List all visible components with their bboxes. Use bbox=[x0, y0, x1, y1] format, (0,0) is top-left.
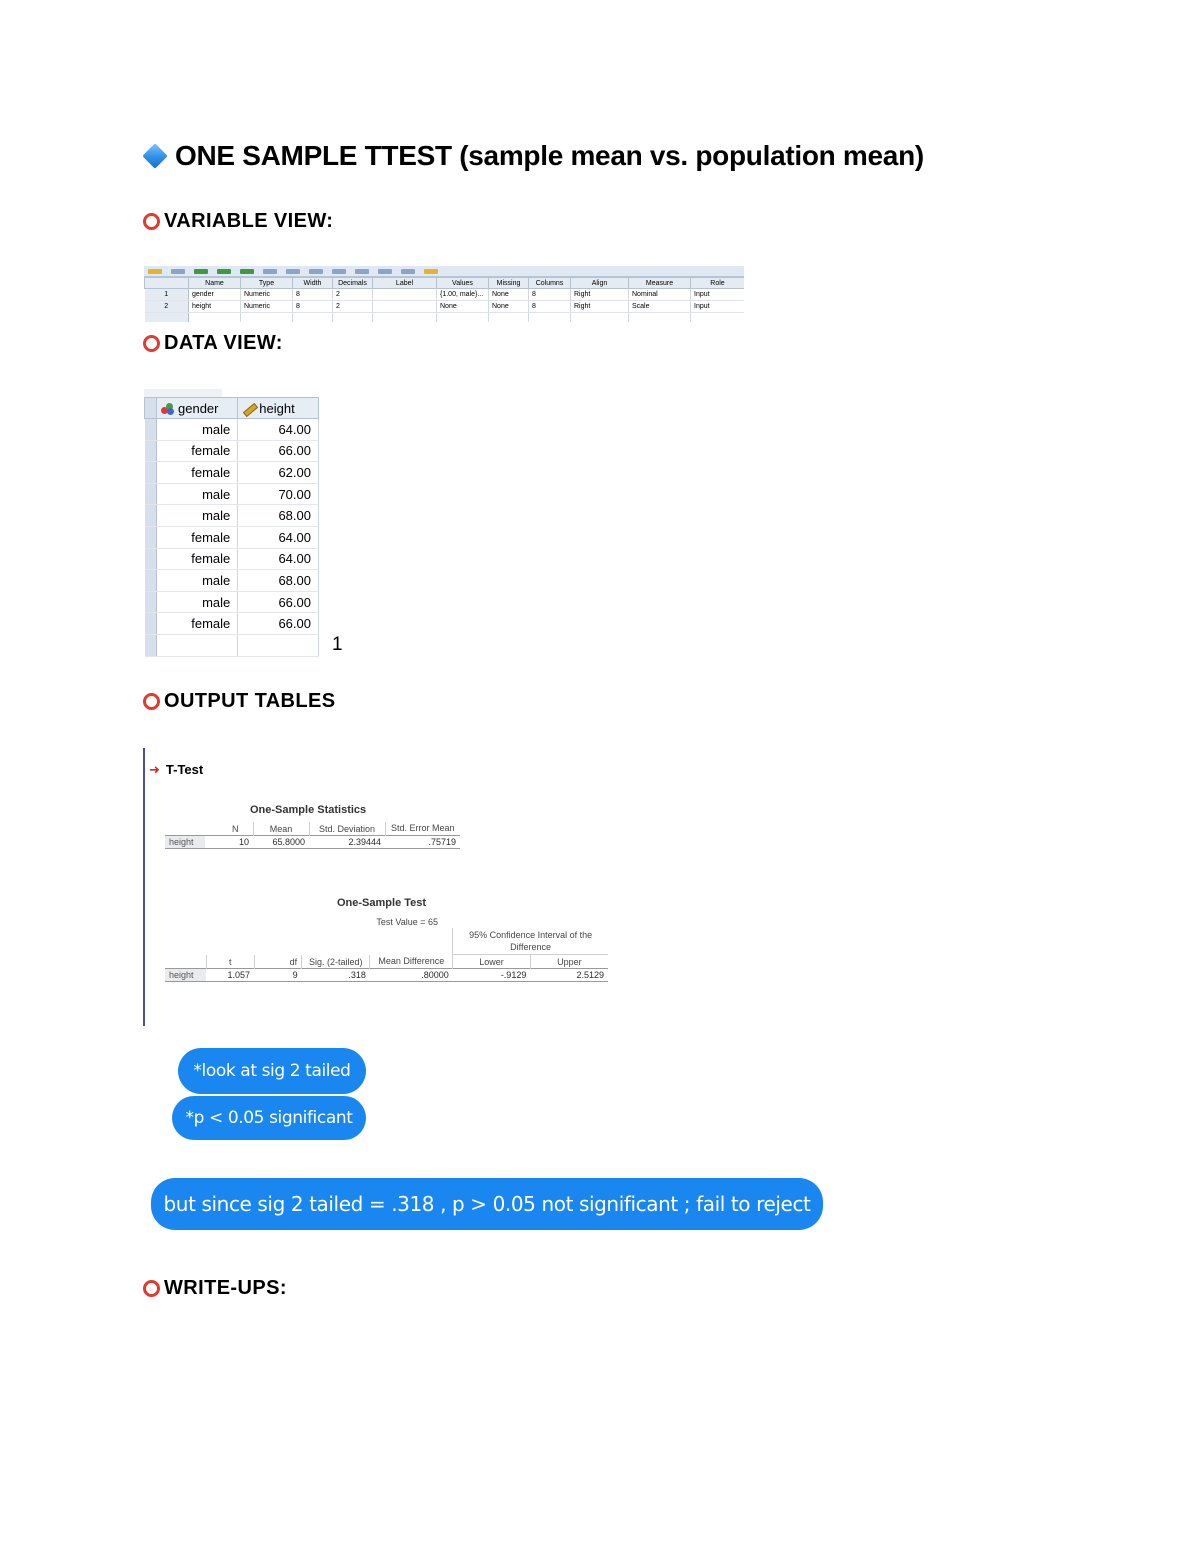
row-spacer bbox=[318, 462, 330, 484]
row-spacer bbox=[318, 419, 330, 441]
variable-cell-empty bbox=[241, 313, 293, 323]
stats-header-sd: Std. Deviation bbox=[309, 822, 385, 836]
stats-cell-mean: 65.8000 bbox=[272, 837, 305, 847]
section-output-tables bbox=[143, 690, 336, 713]
toolbar-icon bbox=[355, 269, 369, 274]
variable-view-header-cell: Missing bbox=[489, 278, 529, 289]
variable-view-header-cell: Label bbox=[373, 278, 437, 289]
row-spacer bbox=[318, 483, 330, 505]
row-number-cell[interactable] bbox=[145, 419, 157, 441]
variable-cell-empty bbox=[437, 313, 489, 323]
gender-cell[interactable]: male bbox=[157, 570, 238, 592]
note-bubble-p-significant: *p < 0.05 significant bbox=[172, 1096, 366, 1140]
gender-cell[interactable]: female bbox=[157, 526, 238, 548]
row-number-cell[interactable] bbox=[145, 526, 157, 548]
variable-cell[interactable]: {1.00, male}... bbox=[437, 289, 489, 301]
test-header-mean-diff: Mean Difference bbox=[370, 955, 453, 969]
row-number-cell[interactable] bbox=[145, 634, 157, 656]
stats-cell-se: .75719 bbox=[428, 837, 456, 847]
height-cell[interactable]: 64.00 bbox=[238, 548, 319, 570]
variable-view-header-cell: Measure bbox=[629, 278, 691, 289]
nominal-icon bbox=[161, 403, 175, 415]
stats-row-label: height bbox=[165, 836, 205, 849]
height-cell[interactable]: 64.00 bbox=[238, 419, 319, 441]
stats-table-title: One-Sample Statistics bbox=[250, 804, 367, 816]
gender-cell[interactable]: female bbox=[157, 462, 238, 484]
page-number: 1 bbox=[332, 634, 343, 655]
variable-cell[interactable]: Nominal bbox=[629, 289, 691, 301]
red-circle-icon bbox=[143, 693, 160, 710]
note-bubble-look-at-sig: *look at sig 2 tailed bbox=[178, 1048, 366, 1094]
toolbar-icon bbox=[240, 269, 254, 274]
stats-cell-n: 10 bbox=[238, 837, 249, 847]
data-view-screenshot bbox=[144, 389, 330, 657]
variable-view-header-cell: Values bbox=[437, 278, 489, 289]
height-cell[interactable]: 66.00 bbox=[238, 440, 319, 462]
row-spacer bbox=[318, 570, 330, 592]
row-spacer bbox=[318, 548, 330, 570]
row-spacer bbox=[318, 505, 330, 527]
stats-row-height bbox=[165, 836, 460, 849]
test-header-lower: Lower bbox=[453, 955, 531, 969]
variable-cell[interactable]: None bbox=[489, 301, 529, 313]
height-cell[interactable]: 62.00 bbox=[238, 462, 319, 484]
variable-cell[interactable]: gender bbox=[189, 289, 241, 301]
height-cell[interactable]: 68.00 bbox=[238, 570, 319, 592]
variable-view-header-cell bbox=[145, 278, 189, 289]
section-data-view-label: DATA VIEW: bbox=[164, 332, 283, 354]
row-spacer bbox=[318, 440, 330, 462]
data-row[interactable] bbox=[145, 548, 331, 570]
row-number-cell[interactable] bbox=[145, 570, 157, 592]
test-row-height bbox=[165, 968, 608, 981]
variable-cell[interactable]: 2 bbox=[333, 289, 373, 301]
height-cell[interactable] bbox=[238, 634, 319, 656]
data-row-empty[interactable] bbox=[145, 634, 331, 656]
variable-cell[interactable]: Right bbox=[571, 301, 629, 313]
variable-view-table bbox=[144, 277, 744, 322]
test-header-blank bbox=[165, 916, 206, 928]
row-number-cell[interactable] bbox=[145, 591, 157, 613]
test-header-t: t bbox=[206, 955, 254, 969]
row-spacer bbox=[318, 613, 330, 635]
red-circle-icon bbox=[143, 1280, 160, 1297]
gender-cell[interactable]: male bbox=[157, 591, 238, 613]
gender-cell[interactable] bbox=[157, 634, 238, 656]
variable-view-header-cell: Role bbox=[691, 278, 745, 289]
row-number-cell[interactable] bbox=[145, 440, 157, 462]
one-sample-test-table bbox=[165, 916, 608, 982]
height-cell[interactable]: 66.00 bbox=[238, 591, 319, 613]
stats-header-n: N bbox=[232, 824, 239, 834]
variable-row-number[interactable]: 2 bbox=[145, 301, 189, 313]
data-row[interactable] bbox=[145, 462, 331, 484]
column-header-gender[interactable] bbox=[157, 398, 238, 419]
gender-cell[interactable]: male bbox=[157, 505, 238, 527]
section-write-ups-label: WRITE-UPS: bbox=[164, 1277, 287, 1299]
variable-cell-empty bbox=[571, 313, 629, 323]
variable-cell[interactable]: Numeric bbox=[241, 289, 293, 301]
data-row[interactable] bbox=[145, 591, 331, 613]
test-header-row bbox=[165, 955, 608, 969]
row-spacer bbox=[318, 526, 330, 548]
blue-diamond-icon bbox=[143, 144, 167, 168]
section-variable-view bbox=[143, 210, 333, 233]
test-header-blank bbox=[165, 955, 206, 969]
row-spacer bbox=[318, 591, 330, 613]
red-circle-icon bbox=[143, 213, 160, 230]
gender-cell[interactable]: female bbox=[157, 548, 238, 570]
variable-row[interactable] bbox=[145, 289, 745, 301]
gender-cell[interactable]: male bbox=[157, 483, 238, 505]
toolbar-icon bbox=[171, 269, 185, 274]
height-cell[interactable]: 70.00 bbox=[238, 483, 319, 505]
column-header-gender-label: gender bbox=[178, 400, 219, 416]
row-number-cell[interactable] bbox=[145, 462, 157, 484]
column-header-height[interactable] bbox=[238, 398, 319, 419]
variable-cell[interactable]: Input bbox=[691, 289, 745, 301]
test-header-df: df bbox=[254, 955, 302, 969]
test-table-title: One-Sample Test bbox=[337, 897, 427, 909]
stats-header-row bbox=[165, 822, 460, 836]
row-spacer bbox=[318, 634, 330, 656]
row-number-cell[interactable] bbox=[145, 548, 157, 570]
data-row[interactable] bbox=[145, 419, 331, 441]
data-view-table bbox=[144, 397, 330, 657]
variable-cell-empty bbox=[373, 313, 437, 323]
variable-cell-empty bbox=[529, 313, 571, 323]
stats-header-mean: Mean bbox=[253, 822, 309, 836]
variable-cell-empty bbox=[691, 313, 745, 323]
one-sample-statistics-table bbox=[165, 822, 460, 849]
ci-header-row bbox=[165, 928, 608, 955]
scale-ruler-icon bbox=[242, 403, 256, 415]
data-row[interactable] bbox=[145, 505, 331, 527]
variable-cell[interactable]: Scale bbox=[629, 301, 691, 313]
data-row[interactable] bbox=[145, 613, 331, 635]
data-row[interactable] bbox=[145, 570, 331, 592]
height-cell[interactable]: 64.00 bbox=[238, 526, 319, 548]
red-arrow-icon: ➜ bbox=[149, 762, 160, 777]
test-cell-df: 9 bbox=[292, 969, 298, 980]
gender-cell[interactable]: female bbox=[157, 440, 238, 462]
spss-toolbar bbox=[144, 266, 744, 277]
test-row-label: height bbox=[165, 968, 206, 981]
variable-view-header-cell: Columns bbox=[529, 278, 571, 289]
variable-cell-empty bbox=[333, 313, 373, 323]
variable-cell[interactable]: 8 bbox=[529, 301, 571, 313]
variable-view-header-cell: Type bbox=[241, 278, 293, 289]
test-header-upper: Upper bbox=[530, 955, 608, 969]
toolbar-icon bbox=[217, 269, 231, 274]
toolbar-icon bbox=[263, 269, 277, 274]
toolbar-icon bbox=[401, 269, 415, 274]
variable-cell-empty bbox=[145, 313, 189, 323]
ttest-heading bbox=[149, 762, 203, 778]
stats-header-se: Std. Error Mean bbox=[385, 822, 460, 836]
variable-row[interactable] bbox=[145, 301, 745, 313]
page-title bbox=[143, 140, 924, 172]
toolbar-icon bbox=[148, 269, 162, 274]
row-number-cell[interactable] bbox=[145, 483, 157, 505]
section-write-ups bbox=[143, 1277, 287, 1300]
stats-cell-sd: 2.39444 bbox=[348, 837, 381, 847]
data-row[interactable] bbox=[145, 483, 331, 505]
variable-cell[interactable]: Numeric bbox=[241, 301, 293, 313]
variable-cell-empty bbox=[189, 313, 241, 323]
ci-header: 95% Confidence Interval of the Difference bbox=[453, 928, 608, 955]
row-number-header bbox=[145, 398, 157, 419]
test-value-label: Test Value = 65 bbox=[376, 917, 438, 927]
variable-view-header-cell: Name bbox=[189, 278, 241, 289]
section-data-view bbox=[143, 332, 283, 355]
variable-row-partial bbox=[145, 313, 745, 323]
variable-view-header-cell: Align bbox=[571, 278, 629, 289]
toolbar-icon bbox=[309, 269, 323, 274]
test-cell-lower: -.9129 bbox=[500, 969, 527, 980]
variable-cell[interactable]: 8 bbox=[293, 289, 333, 301]
variable-cell[interactable]: None bbox=[489, 289, 529, 301]
height-cell[interactable]: 68.00 bbox=[238, 505, 319, 527]
toolbar-icon bbox=[194, 269, 208, 274]
row-number-cell[interactable] bbox=[145, 505, 157, 527]
data-view-header-row bbox=[145, 398, 331, 419]
gender-cell[interactable]: female bbox=[157, 613, 238, 635]
variable-cell-empty bbox=[629, 313, 691, 323]
header-spacer bbox=[318, 398, 330, 419]
data-view-top-bar bbox=[144, 389, 222, 397]
stats-header-blank bbox=[165, 822, 205, 836]
variable-cell-empty bbox=[489, 313, 529, 323]
section-output-tables-label: OUTPUT TABLES bbox=[164, 690, 336, 712]
test-header-blank bbox=[165, 928, 206, 955]
toolbar-icon bbox=[286, 269, 300, 274]
page-title-text: ONE SAMPLE TTEST (sample mean vs. population mean) bbox=[175, 140, 924, 171]
test-cell-mean-diff: .80000 bbox=[421, 969, 449, 980]
variable-row-number[interactable]: 1 bbox=[145, 289, 189, 301]
height-cell[interactable]: 66.00 bbox=[238, 613, 319, 635]
variable-view-header-cell: Decimals bbox=[333, 278, 373, 289]
variable-cell[interactable]: None bbox=[437, 301, 489, 313]
variable-view-header-cell: Width bbox=[293, 278, 333, 289]
gender-cell[interactable]: male bbox=[157, 419, 238, 441]
variable-cell[interactable]: 8 bbox=[529, 289, 571, 301]
spss-output-panel bbox=[143, 748, 645, 1026]
variable-cell[interactable]: 8 bbox=[293, 301, 333, 313]
toolbar-icon bbox=[378, 269, 392, 274]
variable-cell[interactable]: Right bbox=[571, 289, 629, 301]
column-header-height-label: height bbox=[259, 400, 295, 416]
section-variable-view-label: VARIABLE VIEW: bbox=[164, 210, 334, 232]
red-circle-icon bbox=[143, 335, 160, 352]
test-cell-sig: .318 bbox=[348, 969, 366, 980]
variable-cell[interactable]: 2 bbox=[333, 301, 373, 313]
note-bubble-conclusion: but since sig 2 tailed = .318 , p > 0.05 not significant ; fail to reject bbox=[151, 1178, 823, 1230]
data-row[interactable] bbox=[145, 526, 331, 548]
variable-cell[interactable] bbox=[373, 289, 437, 301]
variable-cell[interactable] bbox=[373, 301, 437, 313]
test-header-spacer bbox=[206, 928, 452, 955]
test-value-row bbox=[165, 916, 608, 928]
test-cell-t: 1.057 bbox=[227, 969, 250, 980]
variable-cell[interactable]: Input bbox=[691, 301, 745, 313]
test-cell-upper: 2.5129 bbox=[576, 969, 604, 980]
variable-view-header-row bbox=[145, 278, 745, 289]
variable-view-screenshot bbox=[144, 266, 744, 322]
variable-cell-empty bbox=[293, 313, 333, 323]
row-number-cell[interactable] bbox=[145, 613, 157, 635]
data-row[interactable] bbox=[145, 440, 331, 462]
ttest-heading-label: T-Test bbox=[165, 762, 204, 777]
toolbar-icon bbox=[332, 269, 346, 274]
test-header-sig: Sig. (2-tailed) bbox=[302, 955, 370, 969]
toolbar-icon bbox=[424, 269, 438, 274]
variable-cell[interactable]: height bbox=[189, 301, 241, 313]
